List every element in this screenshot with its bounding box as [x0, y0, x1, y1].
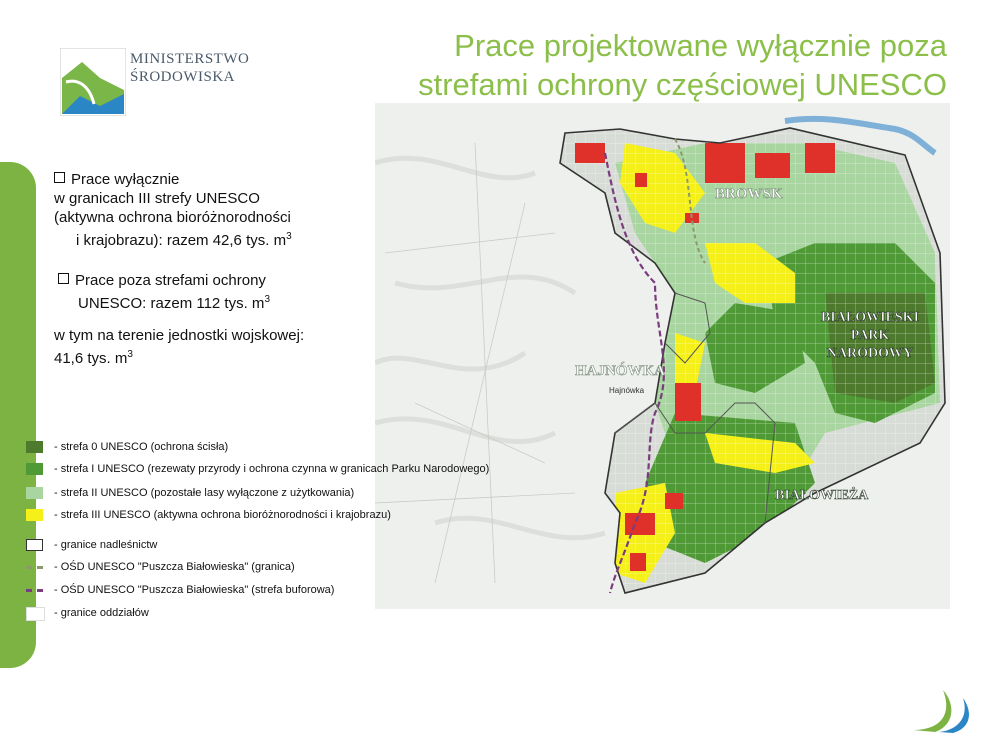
title-line-1: Prace projektowane wyłącznie poza — [454, 28, 947, 63]
label-hajnowka-town: Hajnówka — [609, 386, 645, 395]
label-park-3: NARODOWY — [826, 346, 914, 361]
legend-label: - strefa III UNESCO (aktywna ochrona bioróżnorodności i krajobrazu) — [54, 509, 391, 521]
page-title — [418, 26, 947, 104]
label-park-1: BIAŁOWIESKI — [820, 310, 920, 325]
info1-line1: Prace wyłącznie — [71, 171, 180, 188]
legend-label: - strefa 0 UNESCO (ochrona ścisła) — [54, 441, 229, 453]
ministry-logo — [60, 48, 260, 118]
title-line-2: strefami ochrony częściowej UNESCO — [418, 67, 947, 102]
side-accent-tab — [0, 162, 36, 668]
legend-swatch — [26, 566, 43, 569]
info1-line4: i krajobrazu): razem 42,6 tys. m — [76, 232, 287, 249]
info-block-military — [54, 326, 304, 368]
legend-label: - granice nadleśnictw — [54, 539, 158, 551]
label-bialowieza: BIAŁOWIEŻA — [775, 488, 869, 503]
label-park-2: PARK — [850, 328, 890, 343]
label-hajnowka-district: HAJNÓWKA — [575, 363, 665, 379]
info1-line3: (aktywna ochrona bioróżnorodności — [54, 209, 291, 226]
legend-label: - OŚD UNESCO "Puszcza Białowieska" (strefa buforowa) — [54, 584, 335, 596]
legend-label: - strefa I UNESCO (rezewaty przyrody i ochrona czynna w granicach Parku Narodowego) — [54, 463, 490, 475]
legend-label: - granice oddziałów — [54, 607, 149, 619]
label-browsk: BROWSK — [715, 186, 783, 202]
legend-swatch — [26, 589, 43, 592]
legend-swatch — [26, 441, 43, 453]
info2-line1: Prace poza strefami ochrony — [75, 272, 266, 289]
ministry-logo-mark — [60, 48, 126, 116]
checkbox-bullet-icon — [54, 172, 65, 183]
logo-line-1: MINISTERSTWO — [130, 51, 250, 67]
info2-line2: UNESCO: razem 112 tys. m — [78, 295, 265, 312]
info1-line2: w granicach III strefy UNESCO — [54, 190, 260, 207]
ministry-logo-text — [130, 50, 249, 86]
info3-line1: w tym na terenie jednostki wojskowej: — [54, 327, 305, 344]
legend-swatch — [26, 509, 43, 521]
info3-sup: 3 — [127, 349, 133, 360]
legend-swatch — [26, 539, 43, 551]
logo-line-2: ŚRODOWISKA — [130, 69, 236, 85]
checkbox-bullet-icon — [58, 273, 69, 284]
legend-swatch — [26, 607, 45, 621]
map-svg — [375, 103, 950, 609]
info-block-unesco-iii — [54, 170, 292, 250]
info1-sup: 3 — [286, 231, 292, 242]
info3-line2: 41,6 tys. m — [54, 350, 128, 367]
legend-swatch — [26, 487, 43, 499]
legend-label: - OŚD UNESCO "Puszcza Białowieska" (granica) — [54, 561, 295, 573]
forest-zones-map — [375, 103, 950, 609]
corner-swoosh-logo — [909, 686, 975, 734]
legend-label: - strefa II UNESCO (pozostałe lasy wyłączone z użytkowania) — [54, 487, 355, 499]
info2-sup: 3 — [264, 294, 270, 305]
legend-swatch — [26, 463, 43, 475]
info-block-outside-zones — [58, 271, 270, 313]
